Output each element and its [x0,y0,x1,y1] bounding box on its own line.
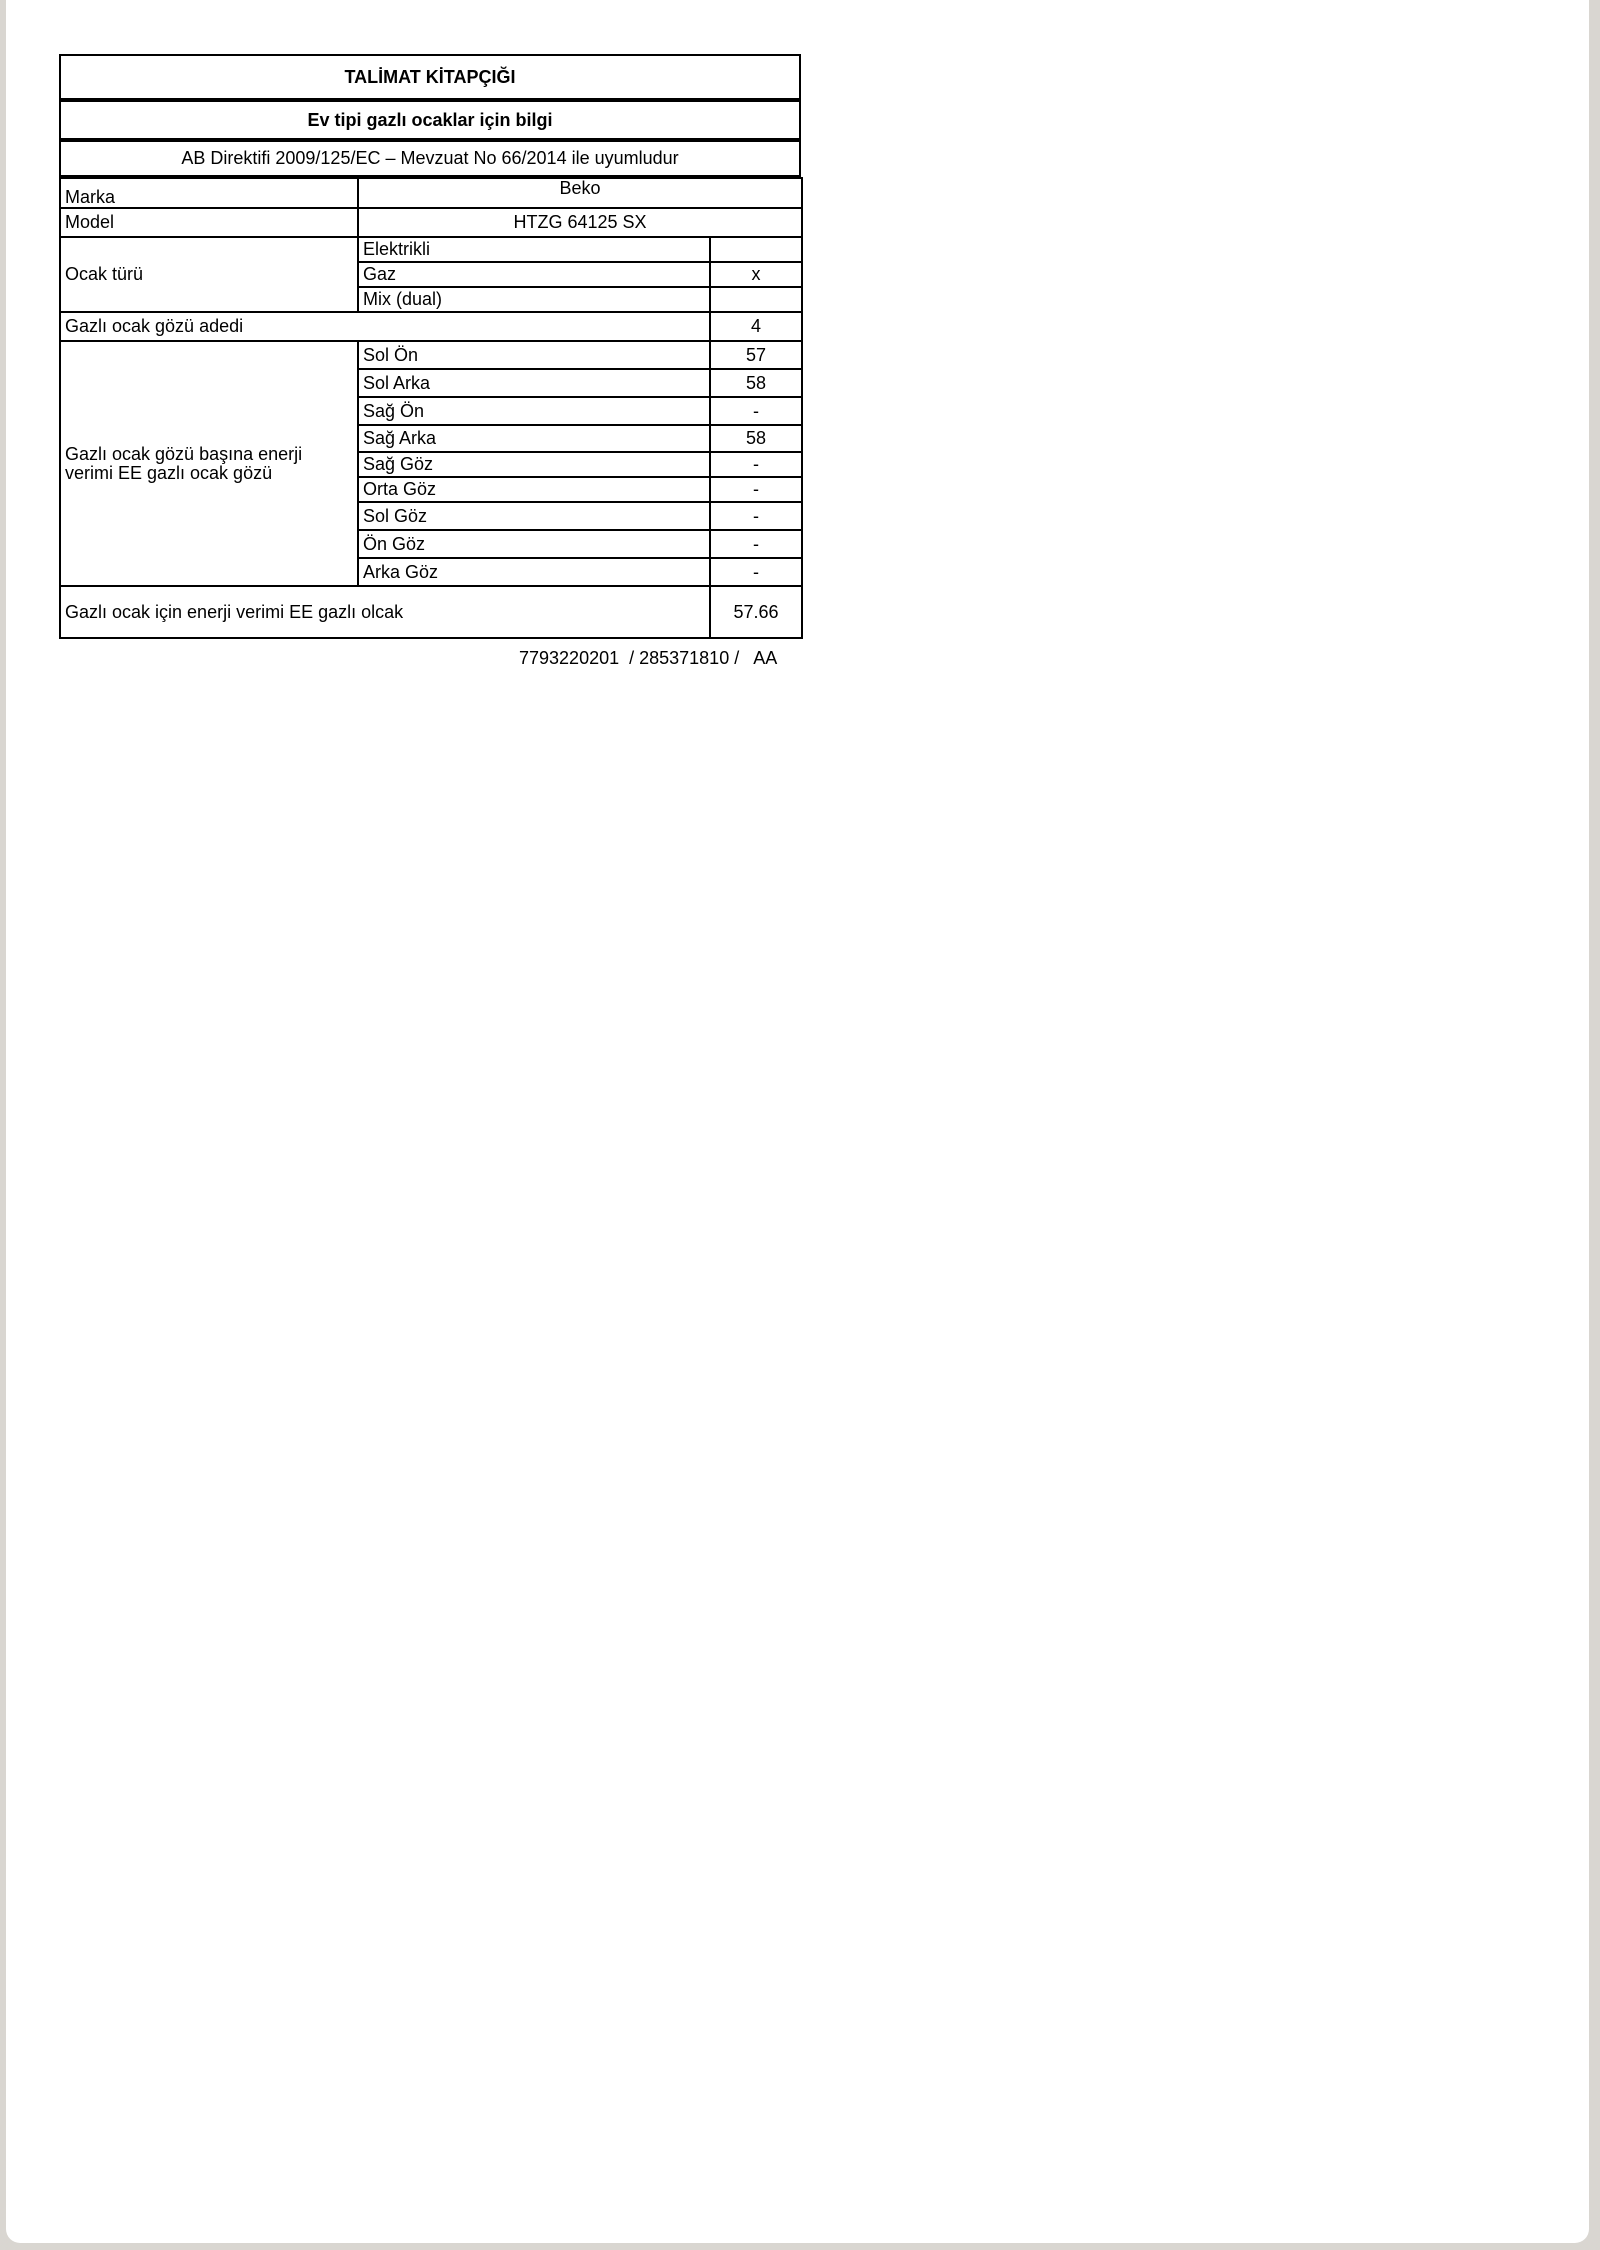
hob-type-mark [710,287,802,312]
document-subtitle-text: Ev tipi gazlı ocaklar için bilgi [307,109,553,130]
burner-value: 57 [710,341,802,369]
burner-value: - [710,477,802,502]
brand-label: Marka [60,178,358,208]
burner-count-row [60,312,802,341]
hob-type-mark: x [710,262,802,287]
model-value: HTZG 64125 SX [358,208,802,237]
burner-efficiency-label: Gazlı ocak gözü başına enerji verimi EE gazlı ocak gözü [60,341,358,586]
burner-name: Sağ Arka [358,425,710,452]
model-row [60,208,802,237]
burner-value: - [710,502,802,530]
document-page [6,0,1589,2243]
burner-value: 58 [710,425,802,452]
burner-name: Sağ Ön [358,397,710,425]
spec-table [59,177,803,639]
burner-count-label: Gazlı ocak gözü adedi [60,312,710,341]
burner-efficiency-row [60,341,802,369]
burner-name: Orta Göz [358,477,710,502]
document-code: 7793220201 / 285371810 / AA [519,648,778,668]
directive-text: AB Direktifi 2009/125/EC – Mevzuat No 66/2014 ile uyumludur [181,148,679,168]
hob-type-label: Ocak türü [60,237,358,312]
total-efficiency-row [60,586,802,638]
burner-name: Sol Göz [358,502,710,530]
burner-count-value: 4 [710,312,802,341]
burner-name: Ön Göz [358,530,710,558]
total-efficiency-value: 57.66 [710,586,802,638]
directive-line [59,140,801,177]
hob-type-option: Mix (dual) [358,287,710,312]
hob-type-option: Gaz [358,262,710,287]
document-subtitle [59,100,801,140]
model-label: Model [60,208,358,237]
document-title-text: TALİMAT KİTAPÇIĞI [344,66,516,87]
hob-type-mark [710,237,802,262]
burner-name: Sol Ön [358,341,710,369]
burner-name: Arka Göz [358,558,710,586]
burner-value: 58 [710,369,802,397]
brand-row [60,178,802,208]
burner-value: - [710,558,802,586]
hob-type-row [60,237,802,262]
document-title [59,54,801,100]
total-efficiency-label: Gazlı ocak için enerji verimi EE gazlı olcak [60,586,710,638]
burner-value: - [710,397,802,425]
hob-type-option: Elektrikli [358,237,710,262]
burner-name: Sağ Göz [358,452,710,477]
info-sheet [59,54,801,639]
brand-value: Beko [358,178,802,208]
burner-name: Sol Arka [358,369,710,397]
burner-value: - [710,452,802,477]
burner-value: - [710,530,802,558]
